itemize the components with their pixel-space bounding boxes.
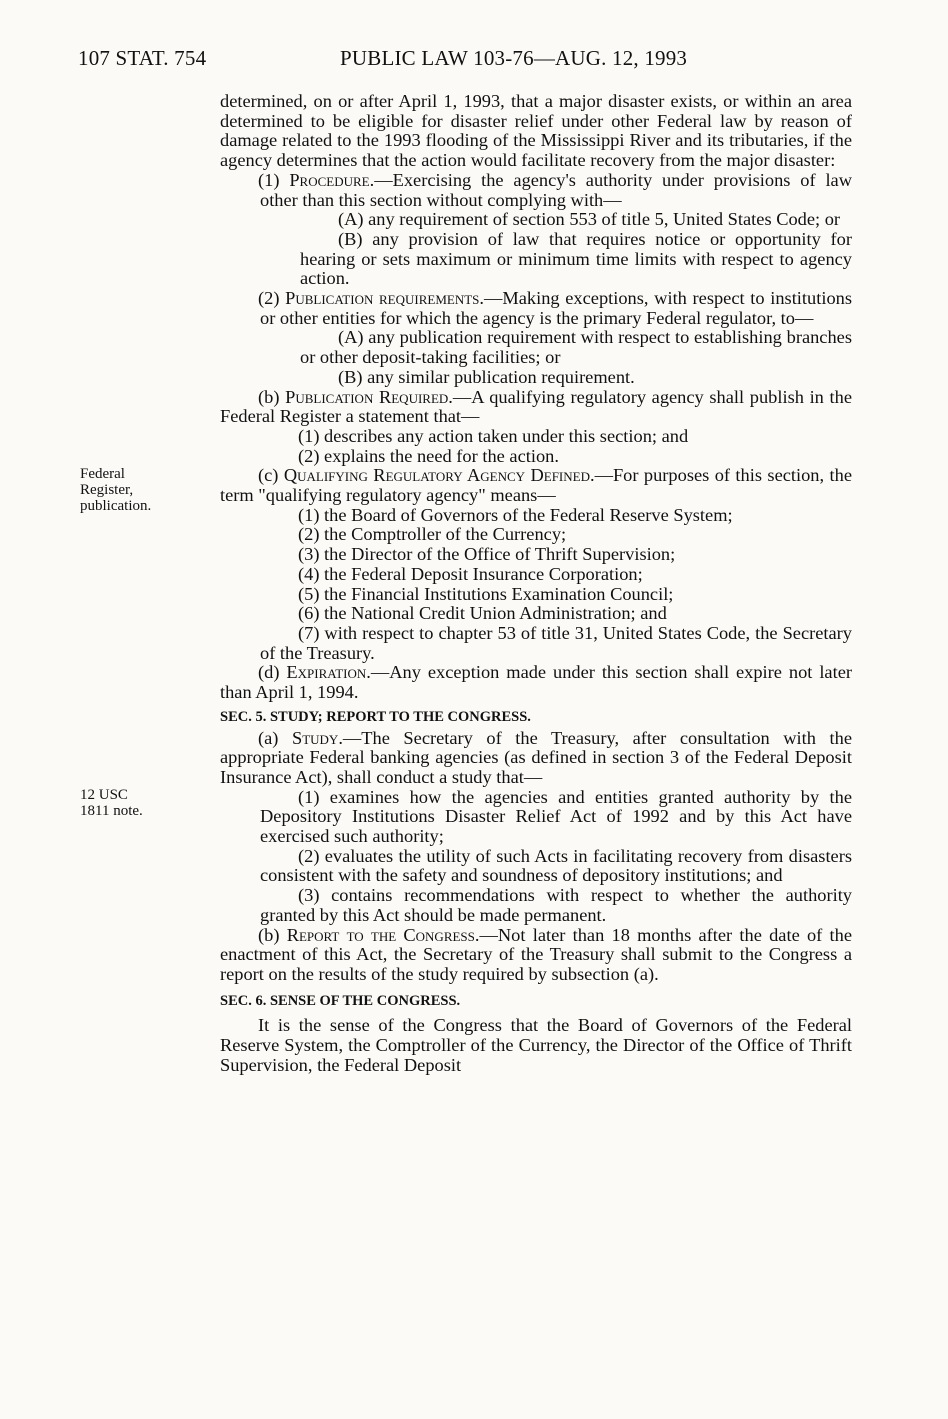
subsection-c-item: (4) the Federal Deposit Insurance Corporation; <box>298 563 643 584</box>
paragraph-2-publication <box>220 289 852 328</box>
para-number: (2) <box>258 288 280 309</box>
section-5-b <box>220 926 852 985</box>
subsection-c-item: (6) the National Credit Union Administration; and <box>298 603 667 624</box>
para-text: .—Any exception made under this section shall expire not later than April 1, 1994. <box>220 662 852 703</box>
section-5-a-2: (2) evaluates the utility of such Acts in facilitating recovery from disasters consistent with the safety and soundness of depository institutions; and <box>260 845 852 886</box>
margin-note-usc: 12 USC 1811 note. <box>80 787 143 819</box>
para-text: .—The Secretary of the Treasury, after consultation with the appropriate Federal banking agencies (as defined in section 3 of the Federal Deposit Insurance Act), shall conduct a study that— <box>220 727 852 787</box>
section-5-heading: SEC. 5. STUDY; REPORT TO THE CONGRESS. <box>220 708 531 725</box>
section-6-heading: SEC. 6. SENSE OF THE CONGRESS. <box>220 992 461 1009</box>
subsection-b-1: (1) describes any action taken under this section; and <box>298 425 689 446</box>
section-5-a <box>220 729 852 788</box>
para-text: .—Not later than 18 months after the date of the enactment of this Act, the Secretary of the Treasury shall submit to the Congress a report on the results of the study required by subsection (a). <box>220 924 852 984</box>
section-6-text: It is the sense of the Congress that the Board of Governors of the Federal Reserve System, the Comptroller of the Currency, the Director of the Office of Thrift Supervision, the Federal Deposit <box>220 1015 852 1075</box>
para-heading: Procedure <box>289 169 370 190</box>
subsection-c-item: (2) the Comptroller of the Currency; <box>298 524 567 545</box>
para-number: (c) <box>258 465 279 486</box>
document-body <box>220 92 852 1075</box>
para-heading: Expiration <box>286 662 367 683</box>
margin-note-federal-register: Federal Register, publication. <box>80 466 152 514</box>
para-text: .—Exercising the agency's authority under provisions of law other than this section without complying with— <box>260 169 852 210</box>
para-heading: Qualifying Regulatory Agency Defined <box>283 465 590 486</box>
para-text: .—Making exceptions, with respect to institutions or other entities for which the agency is the primary Federal regulator, to— <box>260 288 852 328</box>
para-heading: Report to the Congress <box>286 924 475 945</box>
para-heading: Study <box>291 727 339 748</box>
para-number: (d) <box>258 662 280 683</box>
subsection-c-item: (3) the Director of the Office of Thrift Supervision; <box>298 544 676 565</box>
subsection-b <box>220 388 852 427</box>
paragraph-1-procedure <box>220 171 852 210</box>
para-heading: Publication requirements <box>285 288 480 309</box>
page-running-title: PUBLIC LAW 103-76—AUG. 12, 1993 <box>340 46 688 70</box>
subsection-c-item: (1) the Board of Governors of the Federal Reserve System; <box>298 504 733 525</box>
subsection-d <box>220 663 852 702</box>
subsection-c-item: (7) with respect to chapter 53 of title 31, United States Code, the Secretary of the Treasury. <box>260 622 852 663</box>
para-number: (b) <box>258 386 280 407</box>
intro-paragraph: determined, on or after April 1, 1993, that a major disaster exists, or within an area determined to be eligible for disaster relief under other Federal law by reason of damage related to the 1993 flooding of the Mississippi River and its tributaries, if the agency determines that the action would facilitate recovery from the major disaster: <box>220 91 852 171</box>
para-number: (b) <box>258 924 280 945</box>
para-text: .—For purposes of this section, the term "qualifying regulatory agency" means— <box>220 465 852 506</box>
section-5-a-3: (3) contains recommendations with respect to whether the authority granted by this Act should be made permanent. <box>260 885 852 925</box>
subsection-b-2: (2) explains the need for the action. <box>298 445 559 466</box>
section-5-a-1: (1) examines how the agencies and entities granted authority by the Depository Institutions Disaster Relief Act of 1992 and by this Act have exercised such authority; <box>260 786 852 847</box>
paragraph-2-a: (A) any publication requirement with respect to establishing branches or other deposit-taking facilities; or <box>300 327 852 368</box>
para-number: (a) <box>258 727 279 748</box>
paragraph-1-b: (B) any provision of law that requires notice or opportunity for hearing or sets maximum or minimum time limits with respect to agency action. <box>300 228 852 289</box>
para-heading: Publication Required <box>285 386 449 407</box>
para-number: (1) <box>258 169 280 190</box>
paragraph-1-a: (A) any requirement of section 553 of title 5, United States Code; or <box>338 209 841 230</box>
page-stat-citation: 107 STAT. 754 <box>78 46 207 70</box>
paragraph-2-b: (B) any similar publication requirement. <box>338 366 635 387</box>
para-text: .—A qualifying regulatory agency shall publish in the Federal Register a statement that— <box>220 386 852 427</box>
subsection-c <box>220 466 852 505</box>
subsection-c-item: (5) the Financial Institutions Examination Council; <box>298 583 674 604</box>
